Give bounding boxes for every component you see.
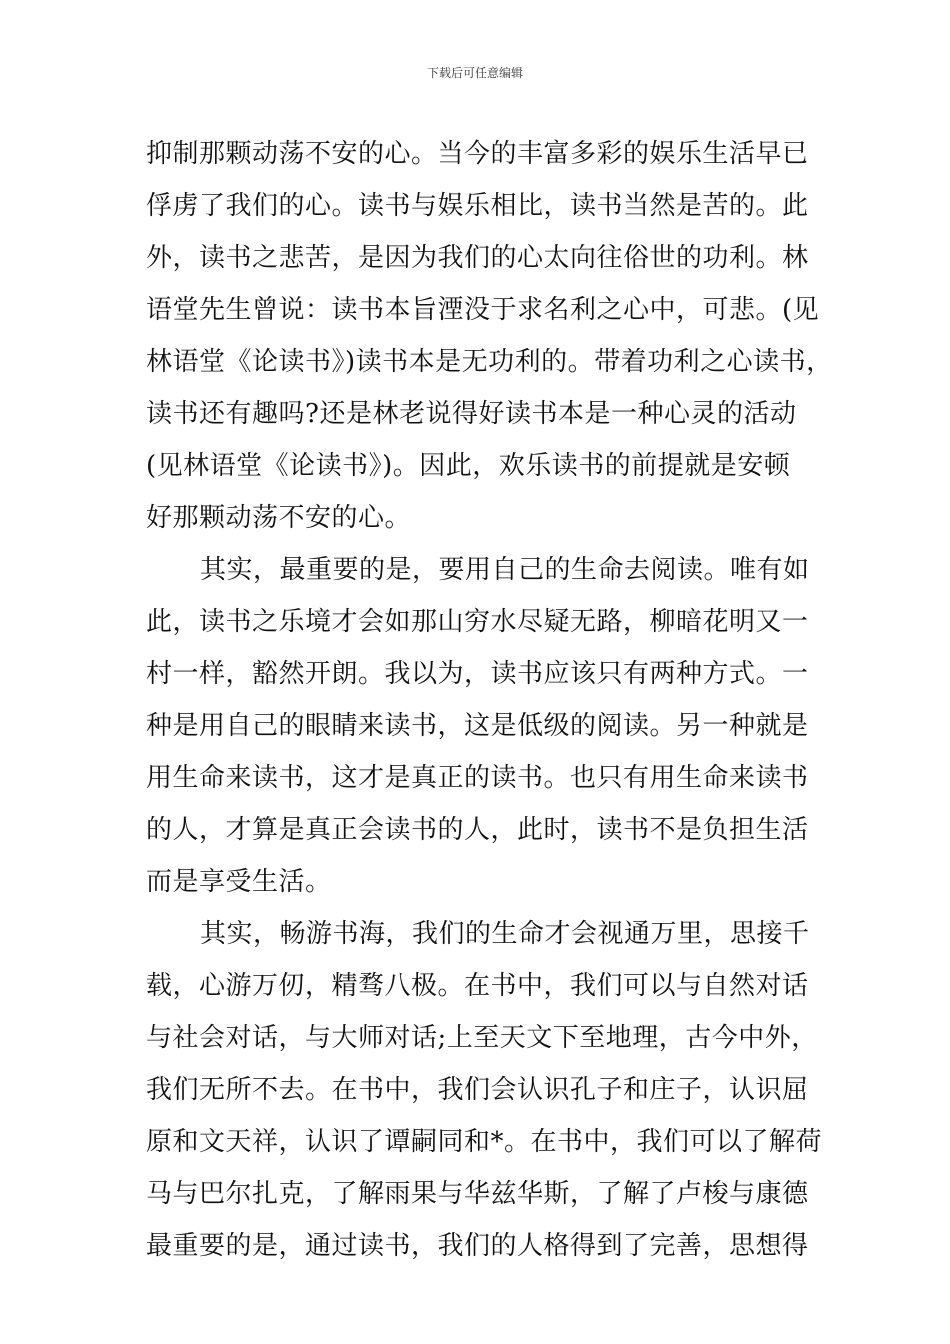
text-line: 林语堂《论读书》)读书本是无功利的。带着功利之心读书， [146, 347, 833, 377]
text-line: 村一样，豁然开朗。我以为，读书应该只有两种方式。一 [146, 659, 809, 689]
document-body [146, 128, 833, 1272]
text-line: 抑制那颗动荡不安的心。当今的丰富多彩的娱乐生活早已 [146, 139, 809, 169]
text-line: 载，心游万仞，精骛八极。在书中，我们可以与自然对话 [146, 971, 809, 1001]
text-line: 我们无所不去。在书中，我们会认识孔子和庄子，认识屈 [146, 1075, 809, 1105]
text-line: 种是用自己的眼睛来读书，这是低级的阅读。另一种就是 [146, 711, 809, 741]
text-line: 原和文天祥，认识了谭嗣同和*。在书中，我们可以了解荷 [146, 1127, 823, 1157]
page-header: 下载后可任意编辑 [426, 66, 523, 80]
text-line: 而是享受生活。 [146, 867, 332, 897]
text-line: 用生命来读书，这才是真正的读书。也只有用生命来读书 [146, 763, 809, 793]
text-line: 好那颗动荡不安的心。 [146, 503, 412, 533]
paragraph-start-line: 其实，最重要的是，要用自己的生命去阅读。唯有如 [200, 555, 810, 585]
text-line: 此，读书之乐境才会如那山穷水尽疑无路，柳暗花明又一 [146, 607, 809, 637]
text-line: 语堂先生曾说：读书本旨湮没于求名利之心中，可悲。(见 [146, 295, 820, 325]
text-line: 马与巴尔扎克，了解雨果与华兹华斯，了解了卢梭与康德 [146, 1179, 809, 1209]
text-line: 外，读书之悲苦，是因为我们的心太向往俗世的功利。林 [146, 243, 809, 273]
paragraph-start-line: 其实，畅游书海，我们的生命才会视通万里，思接千 [200, 919, 810, 949]
text-line: 读书还有趣吗?还是林老说得好读书本是一种心灵的活动 [146, 399, 797, 429]
text-line: 俘虏了我们的心。读书与娱乐相比，读书当然是苦的。此 [146, 191, 809, 221]
text-line: 的人，才算是真正会读书的人，此时，读书不是负担生活 [146, 815, 809, 845]
text-line: 与社会对话，与大师对话;上至天文下至地理，古今中外， [146, 1023, 818, 1053]
text-line: (见林语堂《论读书》)。因此，欢乐读书的前提就是安顿 [146, 451, 791, 481]
text-line: 最重要的是，通过读书，我们的人格得到了完善，思想得 [146, 1231, 809, 1261]
